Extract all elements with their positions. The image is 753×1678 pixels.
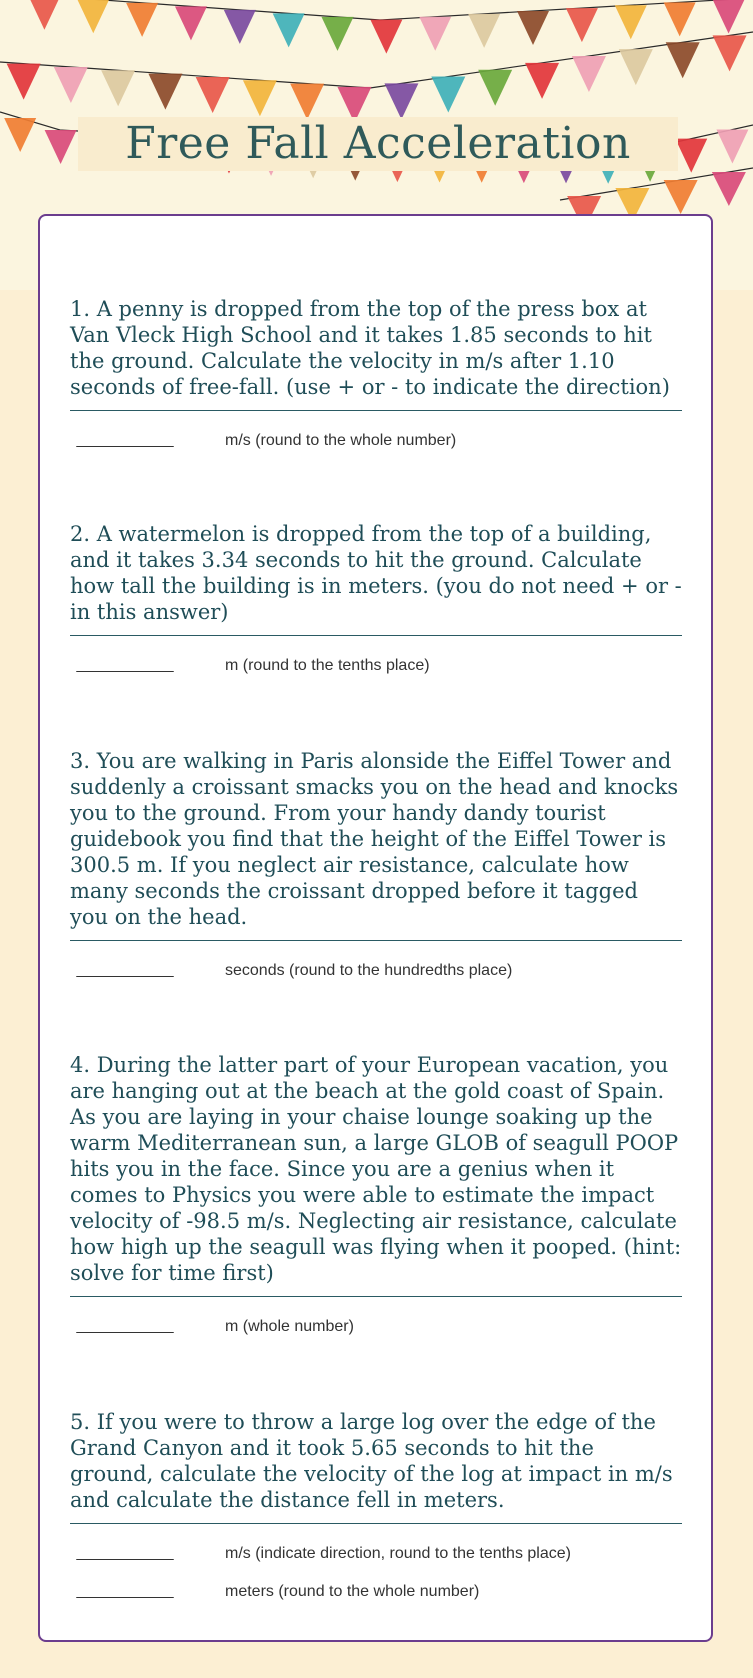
pennant-flag [290, 84, 324, 120]
pennant-flag [4, 118, 36, 152]
pennant-flag [101, 70, 135, 106]
question-1 [70, 296, 682, 454]
answer-row [70, 424, 682, 454]
pennant-flag [224, 10, 256, 44]
pennant-flag [664, 180, 698, 214]
pennant-flag [370, 20, 402, 54]
pennant-flag [572, 56, 606, 92]
pennant-flag [243, 80, 277, 116]
pennant-flag [664, 2, 696, 36]
answer-unit: m (round to the tenths place) [225, 657, 430, 674]
answer-row [70, 649, 682, 679]
pennant-flag [273, 13, 305, 47]
worksheet-card [38, 214, 713, 1642]
pennant-flag [712, 172, 746, 206]
question-5 [70, 1409, 682, 1605]
answer-blank[interactable] [76, 446, 174, 447]
question-2 [70, 521, 682, 679]
answer-row [70, 1310, 682, 1340]
title-banner [78, 117, 678, 171]
answer-row [70, 1575, 682, 1605]
question-4 [70, 1052, 682, 1340]
page-title: Free Fall Acceleration [125, 118, 631, 169]
pennant-flag [468, 14, 500, 48]
pennant-flag [196, 77, 230, 113]
pennant-flag [126, 3, 158, 37]
question-text: 1. A penny is dropped from the top of the press box at Van Vleck High School and it takes 1.85 seconds to hit the ground. Calculate the velocity in m/s after 1.10 seconds of free-fall. (use + or - to indicate the direction) [70, 296, 682, 411]
pennant-flag [419, 17, 451, 51]
answer-blank[interactable] [76, 671, 174, 672]
question-3 [70, 748, 682, 984]
pennant-flag [478, 70, 512, 106]
pennant-flag [77, 0, 109, 33]
pennant-flag [28, 0, 60, 30]
pennant-flag [148, 74, 182, 110]
pennant-flag [517, 11, 549, 45]
pennant-flag [384, 83, 418, 119]
question-text: 4. During the latter part of your European vacation, you are hanging out at the beach at the gold coast of Spain. As you are laying in your chaise lounge soaking up the warm Mediterranean sun, a large GLOB of seagull POOP hits you in the face. Since you are a genius when it comes to Physics you were able to estimate the impact velocity of -98.5 m/s. Neglecting air resistance, calculate how high up the seagull was flying when it pooped. (hint: solve for time first) [70, 1052, 682, 1297]
pennant-flag [45, 130, 77, 164]
pennant-flag [321, 17, 353, 51]
question-text: 3. You are walking in Paris alonside the Eiffel Tower and suddenly a croissant smacks you on the head and knocks you to the ground. From your handy dandy tourist guidebook you find that the height of the Eiffel Tower is 300.5 m. If you neglect air resistance, calculate how many seconds the croissant dropped before it tagged you on the head. [70, 748, 682, 941]
pennant-flag [666, 42, 700, 78]
pennant-flag [7, 64, 41, 100]
answer-blank[interactable] [76, 1559, 174, 1560]
answer-unit: m (whole number) [225, 1318, 354, 1335]
question-text: 2. A watermelon is dropped from the top of a building, and it takes 3.34 seconds to hit the ground. Calculate how tall the building is in meters. (you do not need + or - in this answer) [70, 521, 682, 636]
answer-unit: seconds (round to the hundredths place) [225, 962, 513, 979]
pennant-flag [175, 6, 207, 40]
answer-unit: m/s (round to the whole number) [225, 432, 457, 449]
answer-row [70, 954, 682, 984]
answer-blank[interactable] [76, 1597, 174, 1598]
pennant-flag [619, 49, 653, 85]
pennant-flag [525, 63, 559, 99]
answer-blank[interactable] [76, 976, 174, 977]
pennant-flag [615, 5, 647, 39]
pennant-flag [713, 35, 747, 71]
answer-blank[interactable] [76, 1332, 174, 1333]
pennant-flag [716, 130, 748, 164]
pennant-flag [713, 0, 745, 33]
pennant-flag [675, 139, 707, 173]
pennant-flag [54, 67, 88, 103]
pennant-flag [566, 8, 598, 42]
pennant-flag [431, 77, 465, 113]
question-text: 5. If you were to throw a large log over the edge of the Grand Canyon and it took 5.65 seconds to hit the ground, calculate the velocity of the log at impact in m/s and calculate the distance fell in meters. [70, 1409, 682, 1524]
answer-row [70, 1537, 682, 1567]
answer-unit: meters (round to the whole number) [225, 1583, 480, 1600]
answer-unit: m/s (indicate direction, round to the tenths place) [225, 1545, 571, 1562]
